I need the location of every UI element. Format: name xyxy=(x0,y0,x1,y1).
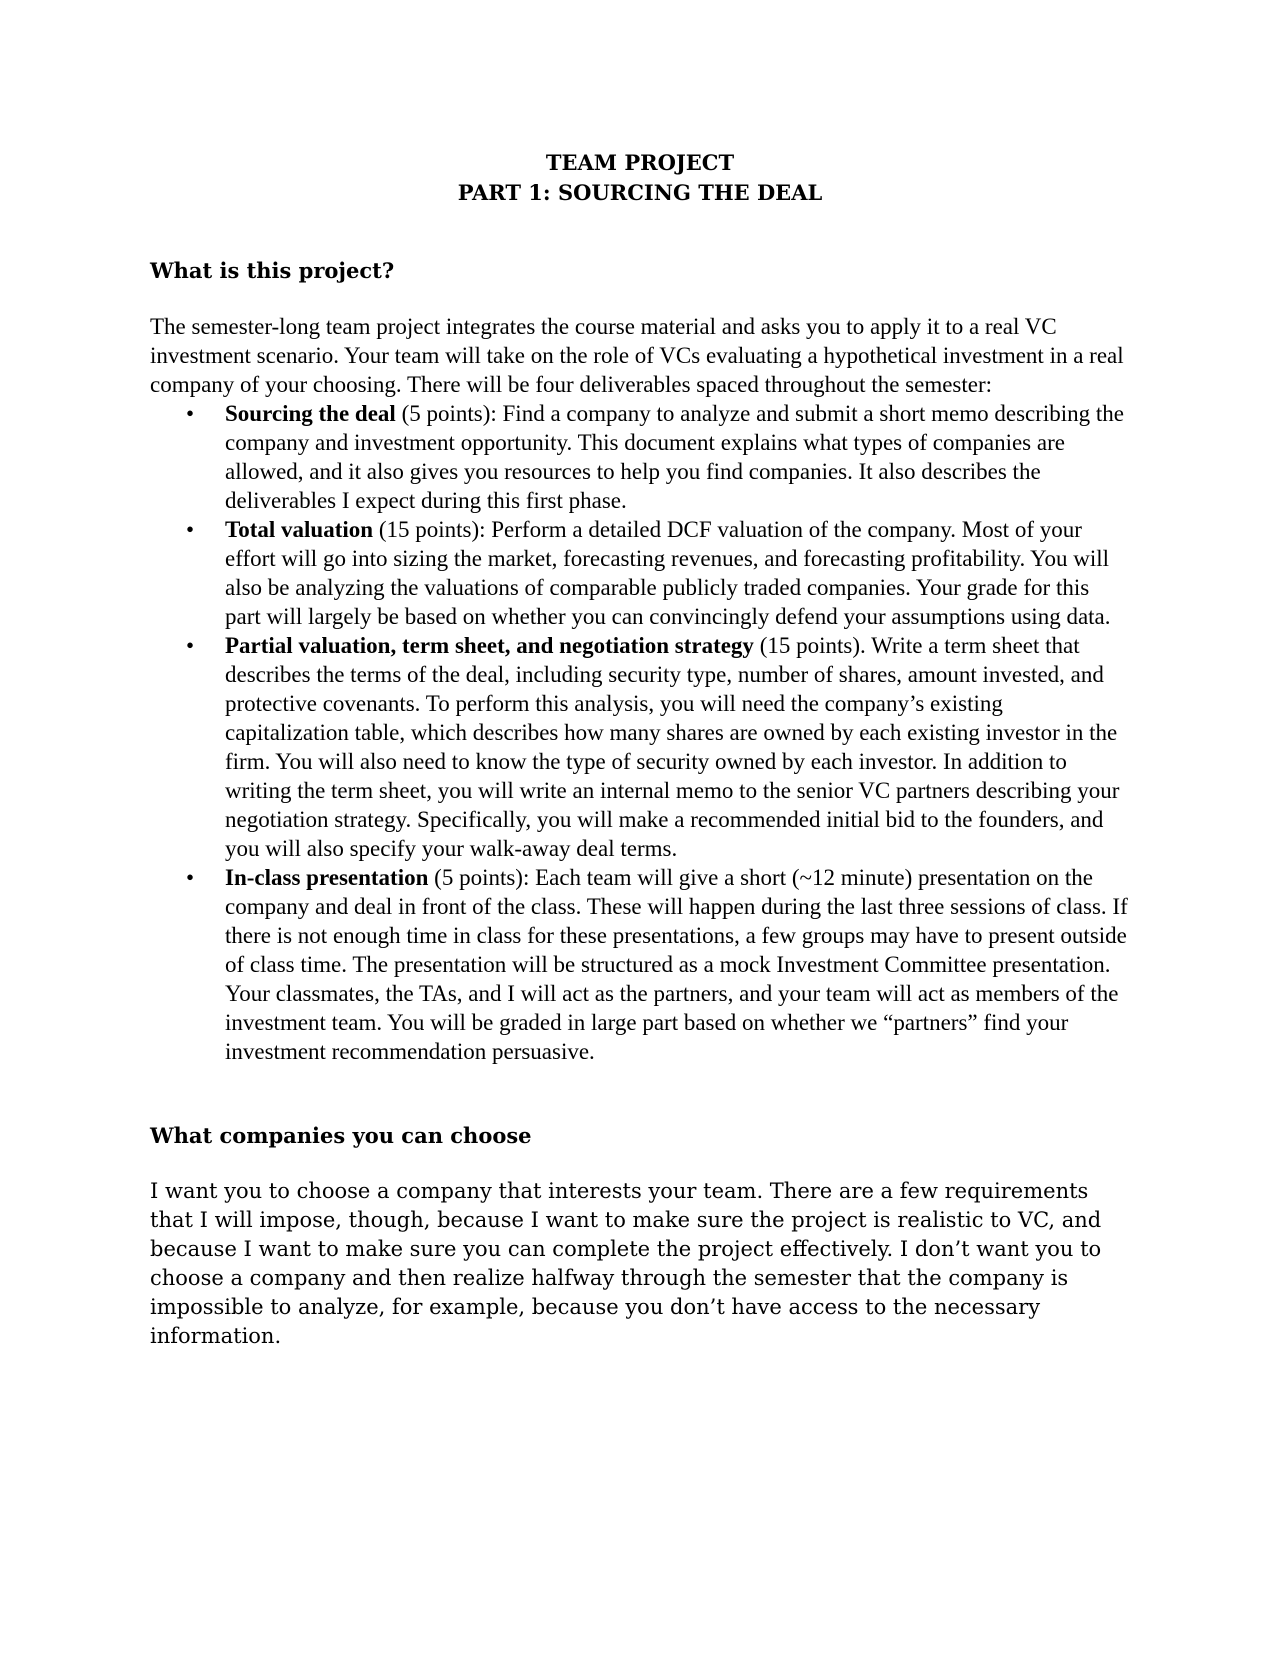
bullet-icon: • xyxy=(185,865,195,890)
list-item xyxy=(185,399,1130,515)
deliverable-title: Partial valuation, term sheet, and negotiation strategy xyxy=(225,633,754,658)
deliverable-title: Total valuation xyxy=(225,517,374,542)
deliverables-list xyxy=(150,399,1130,1066)
list-item xyxy=(185,631,1130,863)
section-heading-what-is-project: What is this project? xyxy=(150,258,395,283)
document-title xyxy=(150,148,1130,208)
document-content xyxy=(150,148,1130,1351)
list-item xyxy=(185,515,1130,631)
companies-paragraph: I want you to choose a company that interests your team. There are a few requirements that I will impose, though, because I want to make sure the project is realistic to VC, and because I want to make sure you can complete the project effectively. I don’t want you to choose a company and then realize halfway through the semester that the company is impossible to analyze, for example, because you don’t have access to the necessary information. xyxy=(150,1179,1102,1348)
intro-paragraph: The semester-long team project integrates the course material and asks you to apply it to a real VC investment scenario. Your team will take on the role of VCs evaluating a hypothetical investment in a real company of your choosing. There will be four deliverables spaced throughout the semester: xyxy=(150,314,1124,397)
deliverable-text: (5 points): Find a company to analyze and submit a short memo describing the company and investment opportunity. This document explains what types of companies are allowed, and it also gives you resources to help you find companies. It also describes the deliverables I expect during this first phase. xyxy=(225,401,1125,513)
title-line-1: TEAM PROJECT xyxy=(545,150,735,175)
deliverable-title: Sourcing the deal xyxy=(225,401,396,426)
bullet-icon: • xyxy=(185,633,195,658)
deliverable-text: (15 points). Write a term sheet that describes the terms of the deal, including security type, number of shares, amount invested, and protective covenants. To perform this analysis, you will need the company’s existing capitalization table, which describes how many shares are owned by each existing investor in the firm. You will also need to know the type of security owned by each investor. In addition to writing the term sheet, you will write an internal memo to the senior VC partners describing your negotiation strategy. Specifically, you will make a recommended initial bid to the founders, and you will also specify your walk-away deal terms. xyxy=(225,633,1120,861)
title-line-2: PART 1: SOURCING THE DEAL xyxy=(457,180,823,205)
section-companies xyxy=(150,1121,1130,1351)
bullet-icon: • xyxy=(185,517,195,542)
bullet-icon: • xyxy=(185,401,195,426)
list-item xyxy=(185,863,1130,1066)
deliverable-text: (15 points): Perform a detailed DCF valuation of the company. Most of your effort will go into sizing the market, forecasting revenues, and forecasting profitability. You will also be analyzing the valuations of comparable publicly traded companies. Your grade for this part will largely be based on whether you can convincingly defend your assumptions using data. xyxy=(225,517,1111,629)
deliverable-title: In-class presentation xyxy=(225,865,429,890)
section-heading-companies: What companies you can choose xyxy=(150,1123,532,1148)
deliverable-text: (5 points): Each team will give a short (~12 minute) presentation on the company and deal in front of the class. These will happen during the last three sessions of class. If there is not enough time in class for these presentations, a few groups may have to present outside of class time. The presentation will be structured as a mock Investment Committee presentation. Your classmates, the TAs, and I will act as the partners, and your team will act as members of the investment team. You will be graded in large part based on whether we “partners” find your investment recommendation persuasive. xyxy=(225,865,1128,1064)
